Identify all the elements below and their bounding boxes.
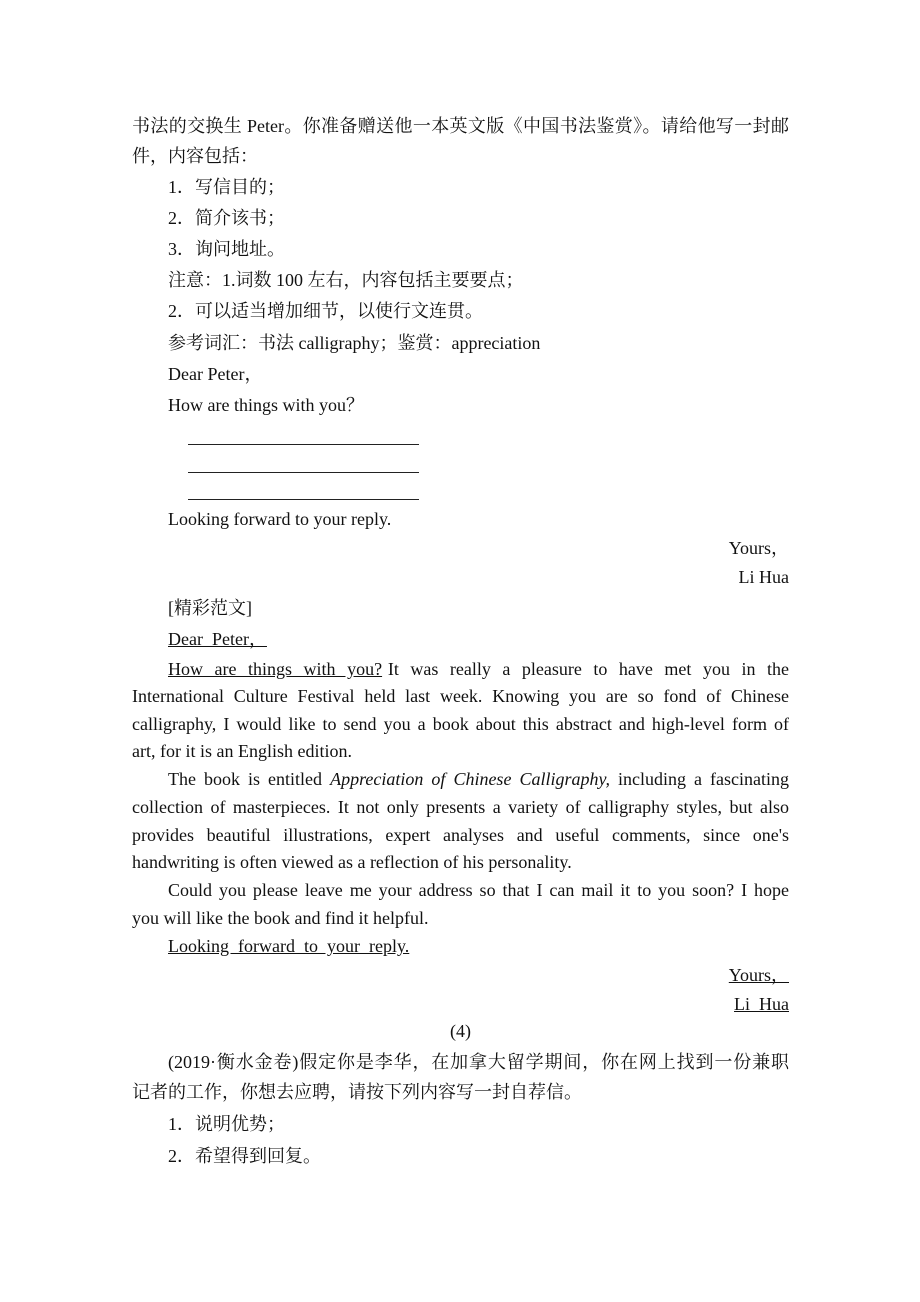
task-note: 2．可以适当增加细节，以使行文连贯。 <box>168 301 483 321</box>
vocab-reference: 参考词汇：书法 calligraphy；鉴赏：appreciation <box>168 333 541 353</box>
letter-signature: Li Hua <box>738 567 789 587</box>
model-paragraph-line: Could you please leave me your address so that I can mail it to you soon? I hope <box>168 880 789 900</box>
model-signature: Li Hua <box>734 994 789 1014</box>
task-point: 1．说明优势； <box>168 1114 285 1134</box>
model-paragraph-line <box>168 657 789 681</box>
model-paragraph-line: you will like the book and find it helpful. <box>132 908 429 928</box>
model-closing: Looking forward to your reply. <box>168 936 410 956</box>
answer-blank-line <box>188 499 419 500</box>
letter-sign-off: Yours， <box>728 538 789 558</box>
model-sign-off: Yours， <box>728 965 789 985</box>
model-paragraph-line: calligraphy, I would like to send you a book about this abstract and high-level form of <box>132 714 789 734</box>
model-essay-heading: [精彩范文] <box>168 598 252 618</box>
model-paragraph-line: provides beautiful illustrations, expert analyses and useful comments, since one's <box>132 825 789 845</box>
letter-greeting: Dear Peter， <box>168 364 263 384</box>
task-point: 3．询问地址。 <box>168 239 285 259</box>
model-paragraph-line <box>168 767 789 791</box>
model-paragraph-line: art, for it is an English edition. <box>132 741 352 761</box>
task-point: 2．简介该书； <box>168 208 285 228</box>
task-intro-line: 件，内容包括： <box>132 146 258 166</box>
task-intro-line: (2019·衡水金卷)假定你是李华，在加拿大留学期间，你在网上找到一份兼职 <box>168 1052 789 1072</box>
task-note: 注意：1.词数 100 左右，内容包括主要要点； <box>168 270 524 290</box>
model-opening: How are things with you? <box>168 659 383 679</box>
answer-blank-line <box>188 444 419 445</box>
letter-opening: How are things with you？ <box>168 395 364 415</box>
letter-closing: Looking forward to your reply. <box>168 509 392 529</box>
model-text: including a fascinating <box>609 769 789 789</box>
task-point: 1．写信目的； <box>168 177 285 197</box>
task-point: 2．希望得到回复。 <box>168 1146 321 1166</box>
model-paragraph-line: International Culture Festival held last week. Knowing you are so fond of Chinese <box>132 686 789 706</box>
answer-blank-line <box>188 472 419 473</box>
model-text: It was really a pleasure to have met you in the <box>382 659 789 679</box>
task-number: (4) <box>450 1021 471 1041</box>
model-text: The book is entitled <box>168 769 331 789</box>
task-intro-line: 记者的工作，你想去应聘，请按下列内容写一封自荐信。 <box>132 1082 582 1102</box>
model-greeting: Dear Peter， <box>168 629 267 649</box>
model-paragraph-line: collection of masterpieces. It not only presents a variety of calligraphy styles, but also <box>132 797 789 817</box>
book-title: Appreciation of Chinese Calligraphy, <box>330 769 610 789</box>
task-intro-line: 书法的交换生 Peter。你准备赠送他一本英文版《中国书法鉴赏》。请给他写一封邮 <box>132 116 789 136</box>
model-paragraph-line: handwriting is often viewed as a reflection of his personality. <box>132 852 572 872</box>
